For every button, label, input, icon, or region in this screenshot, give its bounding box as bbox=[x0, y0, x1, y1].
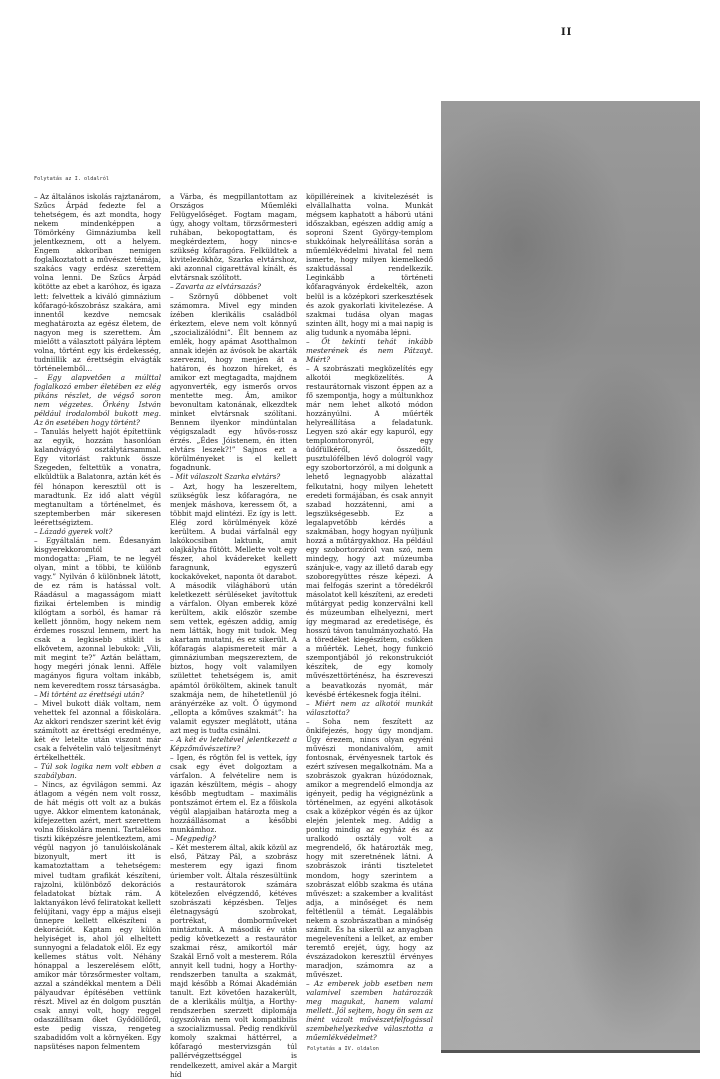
interview-question: – Mit válaszolt Szarka elvtárs? bbox=[170, 472, 281, 482]
interview-answer: köpilléreinek a kivitelezését is elvállalhatta volna. Munkát mégsem kaphatott a háború utáni időszakban, egészen addig amíg a soproni Szent György-templom stukkóinak helyreállítása során a műemlékvédelmi hivatal fel nem ismerte, hogy milyen kiemelkedő szaktudással rendelkezik. Leginkább a történeti kőfaragványok érdekelték, azon belül is a középkori szerkesztések és azok gyakorlati kivitelezése. A szakmai tudása olyan magas szinten állt, hogy mi a mai napig is alig tudunk a nyomába lépni. bbox=[306, 192, 433, 337]
article-photo bbox=[441, 101, 700, 1050]
photo-border bbox=[441, 1050, 700, 1053]
interview-answer: – Mivel bukott diák voltam, nem vehettek fel azonnal a főiskolára. Az akkori rendszer szerint két évig számított az érettségi eredménye, két év letelte után viszont már csak a felvételin való teljesítményt értékelhették. bbox=[34, 698, 161, 762]
text-column-1 bbox=[34, 192, 161, 1052]
interview-question: – Egy alapvetően a múlttal foglalkozó ember életében ez elég pikáns részlet, de végső soron nem végzetes. Örkény István például irodalomból bukott meg. Az ön esetében hogy történt? bbox=[34, 372, 161, 428]
interview-question: – A két év leteltével jelentkezett a Képzőművészetire? bbox=[170, 734, 297, 753]
interview-answer: a Várba, és megpillantottam az Országos Műemléki Felügyelőséget. Fogtam magam, úgy, ahogy voltam, törzsőrmesteri ruhában, bekopogtattam, és megkérdeztem, hogy nincs-e szükség kőfaragóra. Felküldtek a kivitelezőkhöz, Szarka elvtárshoz, aki azonnal cigarettával kínált, és elvtársnak szólított. bbox=[170, 192, 297, 283]
interview-question: – Lázadó gyerek volt? bbox=[34, 526, 113, 536]
interview-answer: – Soha nem feszített az önkifejezés, hogy úgy mondjam. Úgy érezem, nincs olyan egyéni művészi mondanivalóm, amit fontosnak, érvényesnek tartok és ezért szívesen megalkotnám. Ma a szobrászok gyakran húzódoznak, amikor a megrendelő elmondja az igényeit, pedig ha végignézünk a történelmen, az egyéni alkotások csak a középkor végén és az újkor elején jelentek meg. Addig a pontig mindig az egyház és az uralkodó osztály volt a megrendelő, ők határozták meg, hogy mit szeretnének látni. A szobrászok iránti tiszteletet mondom, hogy szerintem a szobrászat előbb szakma és utána művészet: a szakember a kvalitást adja, a minőséget és nem feltétlenül a témát. Legalábbis nekem a szobrászatban a minőség számít. És ha sikerül az anyagban megeleveníteni a lelket, az ember teremtő erejét, úgy, hogy az évszázadokon keresztül érvényes maradjon, számomra az a művészet. bbox=[306, 716, 433, 980]
continued-from-note: Folytatás az I. oldalról bbox=[34, 176, 109, 182]
interview-question: – Zavarta az elvtársazás? bbox=[170, 282, 261, 292]
interview-answer: – Az általános iskolás rajztanárom, Szűcs Árpád fedezte fel a tehetségem, és azt mondta, hogy nekem mindenképpen a Tömörkény Gimnáziumba kell jelentkeznem, ott a helyem. Engem akkoriban nemigen foglalkoztatott a művészet témája, szakács vagy erdész szerettem volna lenni. De Szűcs Árpád kötötte az ebet a karóhoz, és igaza lett: felvettek a kiváló gimnázium kőfaragó-kőszobrász szakára, ami innentől kezdve nemcsak meghatározta az egész életem, de nagyon meg is szerettem. Ám mielőtt a választott pályára léptem volna, történt egy kis érdekesség, tudniillik az érettségin elvágták történelemből... bbox=[34, 192, 161, 373]
interview-answer: – Két mesterem által, akik közül az első, Pátzay Pál, a szobrász mesterem egy igazi finom úriember volt. Általa részesültünk a restaurátorok számára kötelezően elvégzendő, kétéves szobrászati képzésben. Teljes életnagyságú szobrokat, portrékat, domborműveket mintáztunk. A második év után pedig következett a restaurátor szakmai rész, amikortól már Szakál Ernő volt a mesterem. Róla annyit kell tudni, hogy a Horthy-rendszerben tanulta a szakmát, majd később a Római Akadémián tanult. Ezt követően hazakerült, de a klerikális múltja, a Horthy-rendszerben szerzett diplomája úgyszólván nem volt kompatibilis a szocializmussal. Pedig rendkívül komoly szakmai háttérrel, a kőfaragó mestervizsgán túl pallérvégzettséggel is rendelkezett, amivel akár a Margit híd bbox=[170, 843, 297, 1079]
text-column-3 bbox=[306, 192, 433, 1042]
interview-answer: – Nincs, az égvilágon semmi. Az átlagom a végén nem volt rossz, de hát mégis ott volt az a bukás ugye. Akkor elmentem katonának, kifejezetten azért, mert szerettem volna főiskolára menni. Tartalékos tiszti kiképzésre jelentkeztem, ami végül nagyon jó tanulóiskolának bizonyult, mert itt is kamatoztattam a tehetségem: mivel tudtam grafikát készíteni, rajzolni, különböző dekorációs feladatokat bíztak rám. A laktanyákon lévő feliratokat kellett felújítani, vagy épp a május elseji ünnepre kellett elkészíteni a dekorációt. Kaptam egy külön helyiséget is, ahol jól elheltett sunnyogni a feladatok elől. Ez egy kellemes státus volt. Néhány hónappal a leszerelésem előtt, amikor már törzsőrmester voltam, azzal a szándékkal mentem a Déli pályaudvar építésében vettünk részt. Mivel az én dolgom pusztán csak annyi volt, hogy reggel odaszállítsam őket Győdöllőről, este pedig vissza, rengeteg szabadidőm volt a környéken. Egy napsütéses napon felmentem bbox=[34, 780, 161, 1052]
interview-answer: – Szörnyű döbbenet volt számomra. Mivel egy minden ízében klerikális családból érkeztem, eleve nem volt könnyű „szocializálódni”. Élt bennem az emlék, hogy apámat Asotthalmon annak idején az ávósok be akarták szervezni, hogy menjen át a határon, és hozzon híreket, és amikor ezt megtagadta, majdnem agyonverték, egy ismerős orvos mentette meg. Ám, amikor bevonultam katonának, elkezdtek minket elvtársnak szólítani. Bennem ilyenkor mindúntalan végigszaladt egy hűvös-rossz érzés. „Édes Jóistenem, én itten elvtárs leszek?!” Sajnos ezt a körülményeket is el kellett fogadnunk. bbox=[170, 291, 297, 473]
interview-answer: – Egyáltalán nem. Édesanyám kisgyerekkoromtól azt mondogatta: „Fiam, te ne legyél olyan, mint a többi, te különb vagy.” Nyilván ő különbnek látott, de ez rám is hatással volt. Ráadásul a magasságom miatt fizikai értelemben is mindig kilógtam a sorból, és hamar rá kellett jönnöm, hogy nekem nem érdemes rosszul lennem, mert ha csak a legkisebb stiklit is elkövetem, azonnal lebukok: „Vili, mit megint te?” Aztán beláttam, hogy megéri jónak lenni. Afféle magányos figura voltam inkább, nem keveredtem rossz társaságba. bbox=[34, 535, 161, 690]
continued-to-note: Folytatás a IV. oldalon bbox=[307, 1046, 379, 1052]
text-column-2 bbox=[170, 192, 297, 1079]
interview-question: – Megpedig? bbox=[170, 834, 217, 844]
interview-answer: – Tanulás helyett hajót építettünk az egyik, hozzám hasonlóan kalandvágyó osztálytársammal. Egy vitorlást raktunk össze Szegeden, feltettük a vonatra, elküldtük a Balatonra, aztán két és fél hónapon keresztül ott is maradtunk. Ez idő alatt végül megtanultam a történelmet, és szeptemberben már sikeresen leérettségiztem. bbox=[34, 427, 161, 527]
interview-question: – Miért nem az alkotói munkát választotta? bbox=[306, 698, 433, 717]
page-number: II bbox=[561, 27, 573, 38]
interview-question: – Őt tekinti tehát inkább mesterének és nem Pátzayt. Miért? bbox=[306, 336, 433, 364]
interview-answer: – Igen, és rögtön fel is vettek, így csak egy évet dolgoztam a várfalon. A felvételire nem is igazán készültem, mégis – ahogy később megtudtam – maximális pontszámot értem el. Ez a főiskola végül alapjaiban határozta meg a hozzáállásomat a későbbi munkámhoz. bbox=[170, 752, 297, 835]
interview-answer: – A szobrászati megközelítés egy alkotói megközelítés. A restaurátornak viszont éppen az a fő szempontja, hogy a múltunkhoz már nem lehet alkotó módon hozzányúlni. A műérték helyreállítása a feladatunk. Legyen szó akár egy kapuról, egy templomtoronyról, egy üdőfülkéről, összedőlt, pusztulófélben lévő dologról vagy egy szobortorzóról, a mi dolgunk a lehető legnagyobb alázattal felkutatni, hogy milyen lehetett eredeti formájában, és csak annyit szabad hozzátenni, ami a legszükségesebb. Ez a legalapvetőbb kérdés a szakmában, hogy hogyan nyúljunk hozzá a műtárgyakhoz. Ha például egy szobortorzóról van szó, nem mindegy, hogy azt múzeumba szánjuk-e, vagy az illető darab egy szoboregyüttes része képezi. A mai felfogás szerint a töredékről másolatot kell készíteni, az eredeti műtárgyat pedig konzerválni kell és múzeumban elhelyezni, mert így megmarad az eredetisége, és hosszú távon tanulmányozható. Ha a töredéket kiegészítem, csökken a műérték. Lehet, hogy funkció szempontjából jó rekonstrukciót készítek, de egy komoly művészettörténész, ha észreveszi a beavatkozás nyomát, már kevésbé értékesnek fogja ítélni. bbox=[306, 363, 433, 699]
interview-answer: – Azt, hogy ha leszereltem, szükségük lesz kőfaragóra, ne menjek máshova, keressem őt, a többit majd elintézi. Ez így is lett. Elég zord körülmények közé kerültem. A budai várfalnál egy lakókocsiban laktunk, amit olajkályha fűtött. Mellette volt egy fészer, ahol kvádereket kellett faragnunk, egyszerű kockaköveket, naponta öt darabot. A második világháború után keletkezett sérüléseket javítottuk a várfalon. Olyan emberek közé kerültem, akik először szembe sem vettek, egészen addig, amíg nem látták, hogy mit tudok. Meg akartam mutatni, és ez sikerült. A kőfaragás alapismereteit már a gimnáziumban megszereztem, de biztos, hogy volt valamilyen születtet tehetségem is, amit apámtól örököltem, akinek tanult szakmája nem, de hihetetlenül jó arányérzéke az volt. Ő úgymond „ellopta a kőműves szakmát”: ha valamit egyszer meglátott, utána azt meg is tudta csinálni. bbox=[170, 481, 297, 735]
interview-question: – Túl sok logika nem volt ebben a szabályban. bbox=[34, 761, 161, 780]
interview-question: – Mi történt az érettségi után? bbox=[34, 689, 144, 699]
interview-question: – Az emberek jobb esetben nem valamivel szemben határozzák meg magukat, hanem valami mellett. Jól sejtem, hogy ön sem az ínént vázolt művészetfelfogással szembehelyezkedve választotta a műemlékvédelmet? bbox=[306, 979, 433, 1043]
